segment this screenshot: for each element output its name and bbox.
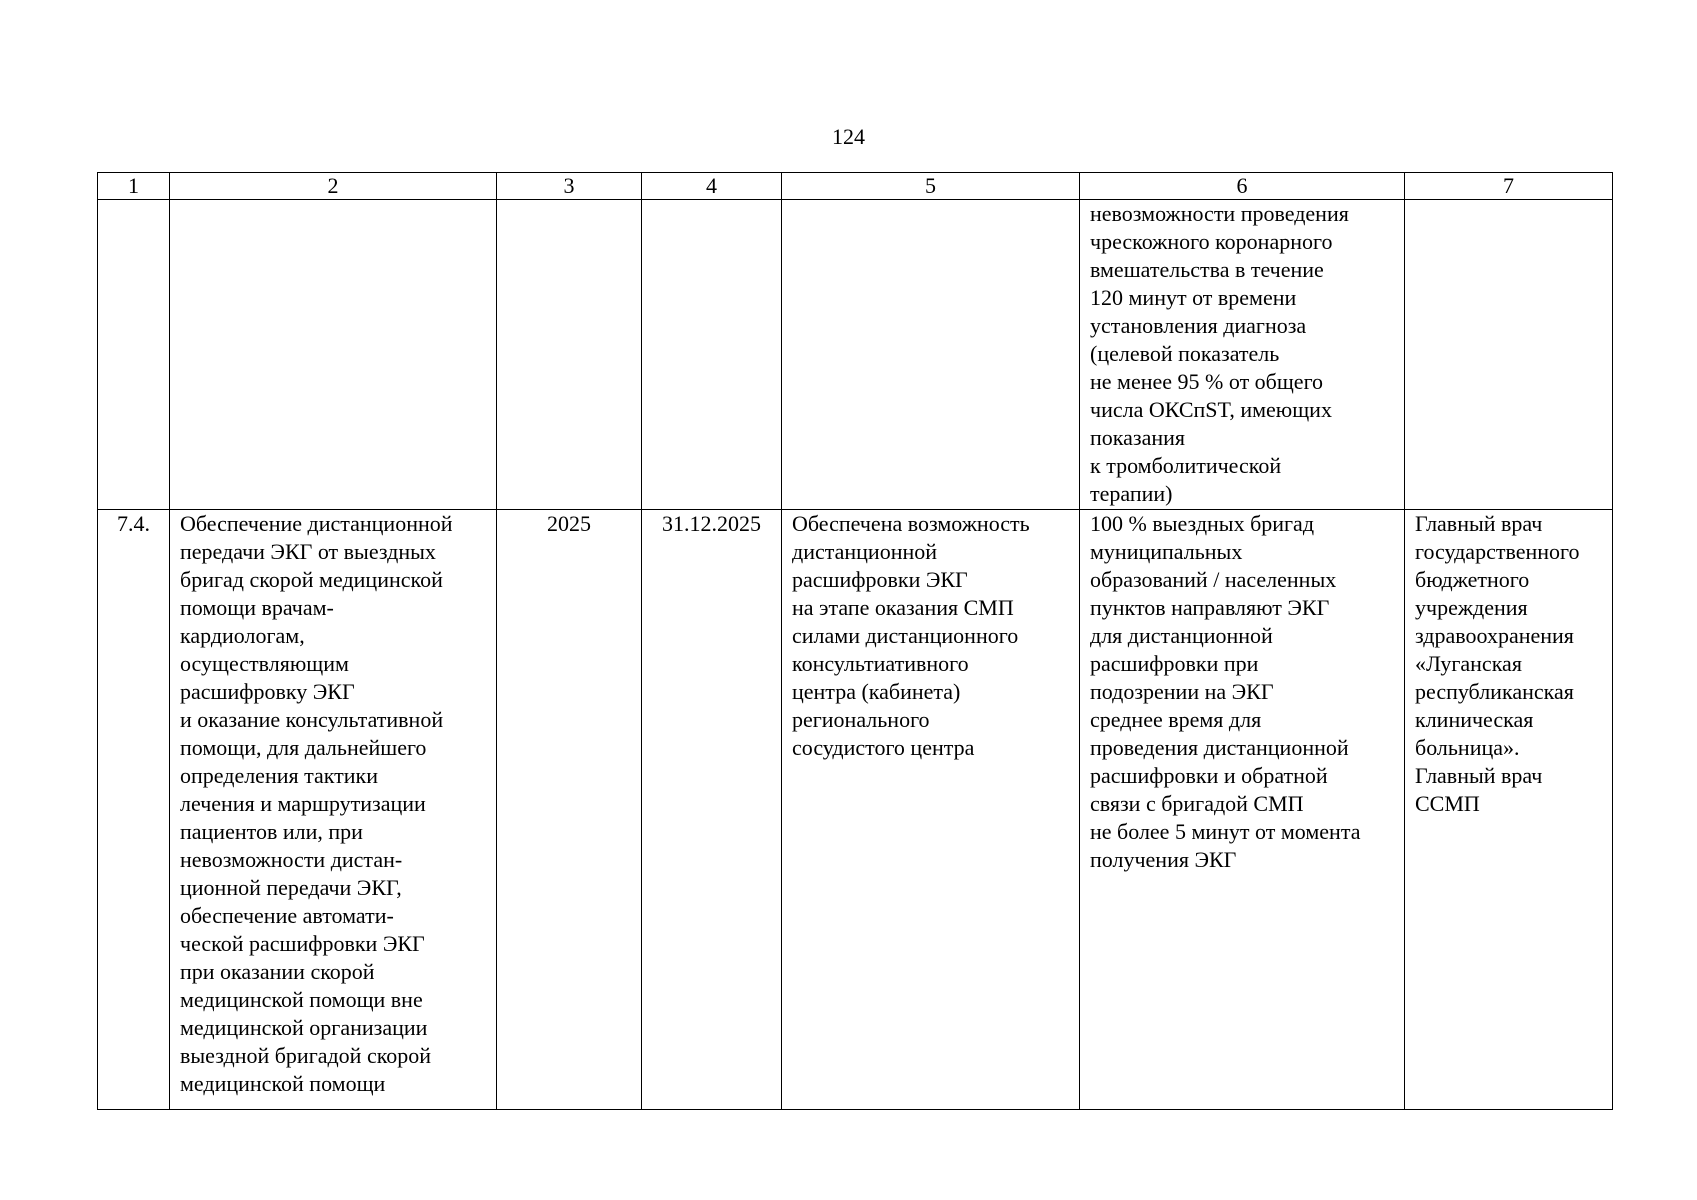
start-year-cell: 2025 (497, 510, 642, 1110)
table-cell-empty (642, 200, 782, 510)
indicator-continued-cell: невозможности проведения чрескожного коронарного вмешательства в течение 120 минут от времени установления диагноза (целевой показатель не менее 95 % от общего числа ОКСпST, имеющих показания к тромболитической терапии) (1080, 200, 1405, 510)
table-cell-empty (1405, 200, 1613, 510)
table-cell-empty (170, 200, 497, 510)
responsible-cell: Главный врач государственного бюджетного учреждения здравоохранения «Луганская республиканская клиническая больница». Главный врач ССМП (1405, 510, 1613, 1110)
column-header: 4 (642, 173, 782, 200)
column-number-row (98, 173, 1613, 200)
column-header: 5 (782, 173, 1080, 200)
column-header: 2 (170, 173, 497, 200)
measure-cell: Обеспечение дистанционной передачи ЭКГ от выездных бригад скорой медицинской помощи врачам- кардиологам, осуществляющим расшифровку ЭКГ и оказание консультативной помощи, для дальнейшего определения тактики лечения и маршрутизации пациентов или, при невозможности дистан- ционной передачи ЭКГ, обеспечение автомати- ческой расшифровки ЭКГ при оказании скорой медицинской помощи вне медицинской организации выездной бригадой скорой медицинской помощи (170, 510, 497, 1110)
table-row-continued (98, 200, 1613, 510)
table-cell-empty (98, 200, 170, 510)
column-header: 7 (1405, 173, 1613, 200)
indicator-cell: 100 % выездных бригад муниципальных образований / населенных пунктов направляют ЭКГ для дистанционной расшифровки при подозрении на ЭКГ среднее время для проведения дистанционной расшифровки и обратной связи с бригадой СМП не более 5 минут от момента получения ЭКГ (1080, 510, 1405, 1110)
plan-table (97, 172, 1613, 1110)
end-date-cell: 31.12.2025 (642, 510, 782, 1110)
column-header: 6 (1080, 173, 1405, 200)
column-header: 1 (98, 173, 170, 200)
table-row-7-4 (98, 510, 1613, 1110)
page-number: 124 (832, 124, 865, 149)
table-cell-empty (782, 200, 1080, 510)
result-cell: Обеспечена возможность дистанционной расшифровки ЭКГ на этапе оказания СМП силами дистанционного консультиативного центра (кабинета) регионального сосудистого центра (782, 510, 1080, 1110)
column-header: 3 (497, 173, 642, 200)
table-cell-empty (497, 200, 642, 510)
row-number-cell: 7.4. (98, 510, 170, 1110)
